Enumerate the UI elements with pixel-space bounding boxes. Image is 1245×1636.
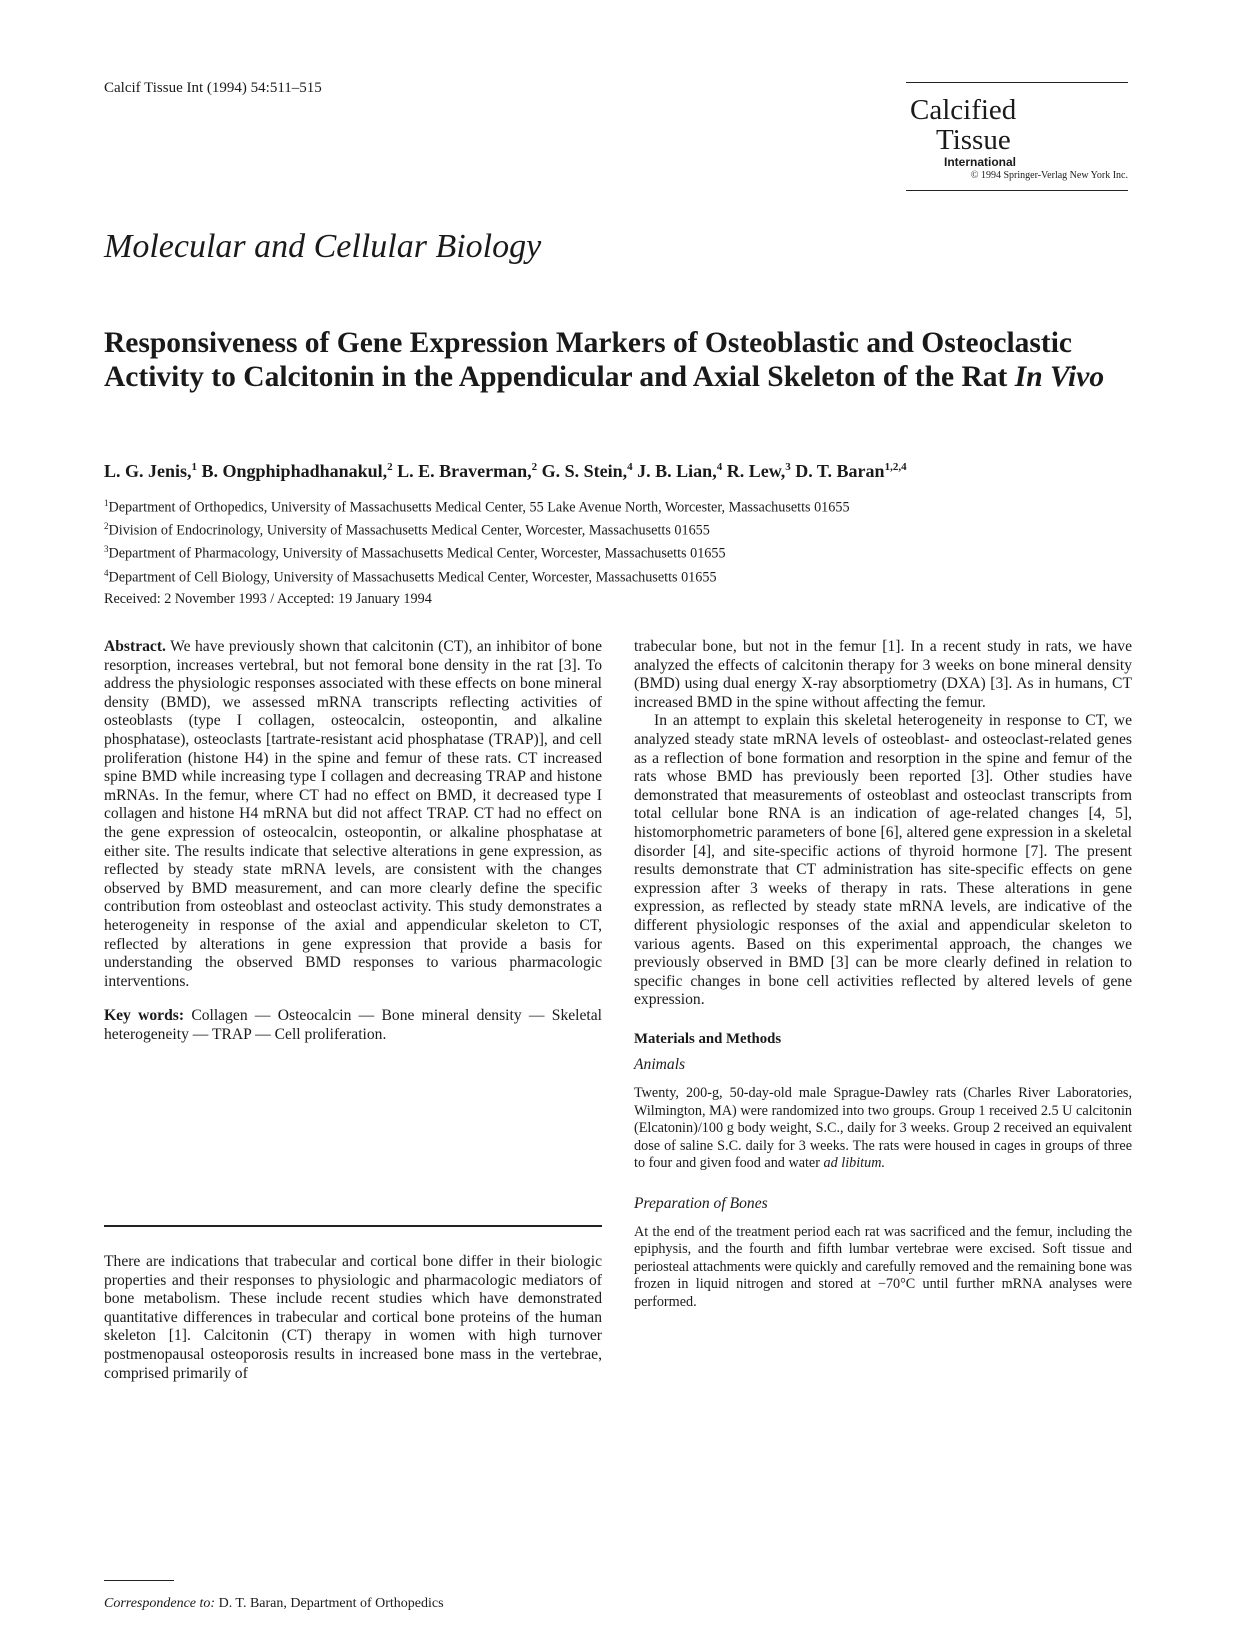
animals-text: [634, 1085, 1132, 1173]
footnote-label: Correspondence to:: [104, 1596, 216, 1611]
preparation-heading: Preparation of Bones: [634, 1195, 768, 1213]
preparation-text: At the end of the treatment period each rat was sacrificed and the femur, including the epiphysis, and the fourth and fifth lumbar vertebrae were excised. Soft tissue and periosteal attachments were quickly and carefully removed and the remaining bone was frozen in liquid nitrogen and stored at −70°C until further mRNA analyses were performed.: [634, 1223, 1132, 1310]
keywords: [104, 1007, 602, 1044]
affiliation-number: 3: [104, 544, 109, 555]
article-title: [104, 326, 1134, 394]
author-name: R. Lew,: [726, 461, 786, 481]
section-heading: Molecular and Cellular Biology: [104, 228, 542, 265]
introduction-left: [104, 1253, 602, 1383]
affiliation-number: 2: [104, 521, 109, 532]
affiliation-text: Department of Orthopedics, University of Massachusetts Medical Center, 55 Lake Avenue North, Worcester, Massachusetts 01655: [108, 499, 850, 516]
keywords-text: Collagen — Osteocalcin — Bone mineral density — Skeletal heterogeneity — TRAP — Cell proliferation.: [104, 1007, 602, 1043]
author-affiliation-mark: 4: [716, 461, 723, 473]
received-dates: Received: 2 November 1993 / Accepted: 19 January 1994: [104, 591, 432, 607]
author-name: L. G. Jenis,: [104, 461, 192, 481]
article-title-italic: In Vivo: [1014, 361, 1105, 393]
footnote-text: D. T. Baran, Department of Orthopedics: [215, 1596, 444, 1611]
affiliation-number: 1: [104, 498, 109, 508]
affiliation-item: [104, 564, 850, 587]
animals-heading: Animals: [634, 1056, 686, 1074]
affiliation-list: [104, 494, 850, 587]
affiliation-item: [104, 494, 850, 517]
abstract-divider: [104, 1225, 602, 1227]
article-title-main: Responsiveness of Gene Expression Markers of Osteoblastic and Osteoclastic Activity to Calcitonin in the Appendicular and Axial Skeleton of the Rat: [104, 327, 1072, 393]
author-affiliation-mark: 2: [387, 461, 393, 473]
abstract-text: We have previously shown that calcitonin (CT), an inhibitor of bone resorption, increases vertebral, but not femoral bone density in the rat [3]. To address the physiologic responses associated with these effects on bone mineral density (BMD), we assessed mRNA transcripts reflecting activities of osteoblasts (type I collagen, osteocalcin, osteopontin, and alkaline phosphatase), osteoclasts [tartrate-resistant acid phosphatase (TRAP)], and cell proliferation (histone H4) in the spine and femur of these rats. CT increased spine BMD while increasing type I collagen and decreasing TRAP and histone mRNAs. In the femur, where CT had no effect on BMD, it decreased type I collagen and histone H4 mRNA but did not affect TRAP. CT had no effect on the gene expression of osteocalcin, osteopontin, or alkaline phosphatase at either site. The results indicate that selective alterations in gene expression, as reflected by steady state mRNA levels, are consistent with the changes observed by BMD measurement, and can more clearly define the specific contribution from osteoblast and osteoclast activity. This study demonstrates a heterogeneity in response of the axial and appendicular skeleton to CT, reflected by alterations in gene expression that provide a basis for understanding the observed BMD responses to various pharmacologic interventions.: [104, 638, 602, 990]
author-list: [104, 461, 907, 482]
intro-paragraph: There are indications that trabecular and cortical bone differ in their biologic properties and their responses to physiologic and pharmacologic mediators of bone metabolism. These include recent studies which have demonstrated quantitative differences in trabecular and cortical bone proteins of the human skeleton [1]. Calcitonin (CT) therapy in women with high turnover postmenopausal osteoporosis results in increased bone mass in the vertebrae, comprised primarily of: [104, 1253, 602, 1382]
affiliation-text: Division of Endocrinology, University of Massachusetts Medical Center, Worcester, Massachusetts 01655: [108, 522, 710, 539]
methods-heading: Materials and Methods: [634, 1030, 782, 1047]
intro-paragraph: In an attempt to explain this skeletal heterogeneity in response to CT, we analyzed steady state mRNA levels of osteoblast- and osteoclast-related genes as a reflection of bone formation and resorption in the spine and femur of the rats whose BMD has previously been reported [3]. Other studies have demonstrated that measurements of osteoblast and osteoclast transcripts from total cellular bone RNA is an indication of age-related changes [4, 5], histomorphometric parameters of bone [6], altered gene expression in a skeletal disorder [4], and site-specific actions of thyroid hormone [7]. The present results demonstrate that CT administration has site-specific effects on gene expression after 3 weeks of therapy in rats. These alterations in gene expression, as reflected by steady state mRNA levels, are indicative of the different physiologic responses of the axial and appendicular skeleton to various agents. Based on this experimental approach, the changes we previously observed in BMD [3] can be more clearly defined in relation to specific changes in bone cell activities reflected by altered levels of gene expression.: [634, 712, 1132, 1009]
author-affiliation-mark: 1,2,4: [884, 461, 907, 473]
keywords-label: Key words:: [104, 1007, 185, 1025]
footnote-divider: [104, 1580, 174, 1581]
author-name: J. B. Lian,: [637, 461, 717, 481]
animals-text-main: Twenty, 200-g, 50-day-old male Sprague-Dawley rats (Charles River Laboratories, Wilmington, MA) were randomized into two groups. Group 1 received 2.5 U calcitonin (Elcatonin)/100 g body weight, S.C., daily for 3 weeks. Group 2 received an equivalent dose of saline S.C. daily for 3 weeks. The rats were housed in cages in groups of three to four and given food and water: [634, 1085, 1132, 1172]
journal-name-line1: Calcified: [910, 94, 1017, 126]
author-affiliation-mark: 1: [191, 461, 198, 473]
journal-citation: Calcif Tissue Int (1994) 54:511–515: [104, 80, 322, 96]
left-column: [104, 638, 602, 1044]
affiliation-item: [104, 540, 850, 563]
journal-logo: [906, 82, 1128, 191]
author-affiliation-mark: 2: [531, 461, 538, 473]
abstract-label: Abstract.: [104, 638, 166, 655]
affiliation-text: Department of Cell Biology, University of Massachusetts Medical Center, Worcester, Massachusetts 01655: [108, 569, 717, 586]
author-name: D. T. Baran: [795, 461, 885, 481]
affiliation-text: Department of Pharmacology, University of Massachusetts Medical Center, Worcester, Massachusetts 01655: [108, 546, 726, 563]
intro-paragraph: trabecular bone, but not in the femur [1]. In a recent study in rats, we have analyzed the effects of calcitonin therapy for 3 weeks on bone mineral density (BMD) using dual energy X-ray absorptiometry (DXA) [3]. As in humans, CT increased BMD in the spine without affecting the femur.: [634, 638, 1132, 711]
abstract: [104, 638, 602, 991]
journal-name-line3: International: [944, 155, 1017, 169]
author-affiliation-mark: 4: [627, 461, 633, 473]
affiliation-item: [104, 517, 850, 540]
right-column: [634, 638, 1132, 1312]
author-affiliation-mark: 3: [785, 461, 791, 473]
affiliation-number: 4: [104, 567, 109, 578]
journal-name-line2: Tissue: [936, 124, 1011, 156]
journal-copyright: © 1994 Springer-Verlag New York Inc.: [970, 170, 1128, 181]
correspondence-footnote: [104, 1596, 444, 1612]
author-name: B. Ongphiphadhanakul,: [201, 461, 388, 481]
author-name: G. S. Stein,: [541, 461, 628, 481]
animals-text-italic: ad libitum.: [823, 1155, 885, 1172]
author-name: L. E. Braverman,: [397, 461, 532, 481]
